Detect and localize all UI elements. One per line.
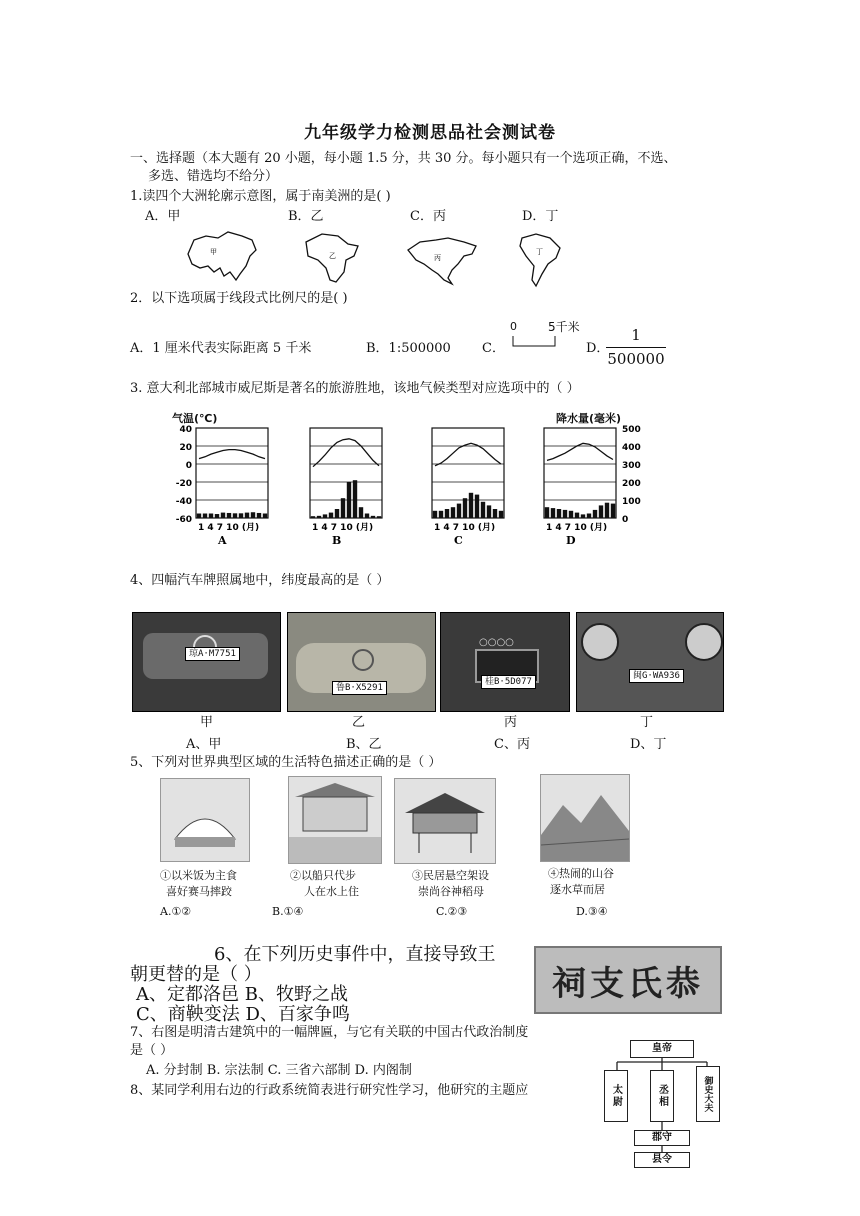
license-plate-jia: 琼A·M7751 [185,647,240,661]
q2-stem: 2．以下选项属于线段式比例尺的是( ) [130,291,348,306]
scene-yurt-photo [160,778,250,862]
precip-bar [233,513,237,518]
precip-bar [341,498,345,518]
chart-frame [432,428,504,518]
fraction-numerator: 1 [631,326,641,344]
precip-bar [575,513,579,518]
org-node-yushidafu: 御史大夫 [696,1066,720,1122]
fraction-denominator: 500000 [607,350,665,368]
temperature-line [199,450,265,459]
q7-stem-line2: 是（ ） [130,1043,174,1058]
precip-bar [347,482,351,518]
car-photo-bing: ○○○○ 桂B·5D077 [440,612,570,712]
precip-tick-label: 200 [622,479,641,489]
q6-options-line2[interactable]: C、商鞅变法 D、百家争鸣 [136,1004,350,1025]
precip-bar [317,516,321,518]
precip-bar [215,514,219,518]
scene-caption-1-line1: ①以米饭为主食 [160,869,237,882]
precip-bar [245,513,249,518]
precip-bar [365,514,369,519]
precip-bar [493,509,497,518]
precip-bar [263,514,267,519]
q4-option-a[interactable]: A、甲 [186,737,222,752]
photo-caption-jia: 甲 [200,715,214,730]
continent-map-yi [296,228,366,284]
precip-bar [311,516,315,518]
q4-stem: 4、四幅汽车牌照属地中，纬度最高的是（ ） [130,573,390,588]
license-plate-ding: 闽G·WA936 [629,669,684,683]
precip-tick-label: 300 [622,461,641,471]
page-title: 九年级学力检测思品社会测试卷 [304,123,556,143]
org-node-taiwei: 太尉 [604,1070,628,1122]
temp-tick-label: 0 [185,461,192,471]
precip-bar [587,514,591,519]
q2-option-c[interactable]: C． [482,341,505,356]
q6-stem-line1: 6、在下列历史事件中，直接导致王 [214,944,496,965]
q7-stem-line1: 7、右图是明清古建筑中的一幅牌匾，与它有关联的中国古代政治制度 [130,1025,529,1040]
map-label-yi: 乙 [329,252,336,260]
precip-bar [451,507,455,518]
temperature-line [313,439,379,467]
precip-bar [221,513,225,518]
q1-option-b[interactable]: B．乙 [288,209,324,224]
precip-bar [197,514,201,519]
precip-bar [481,502,485,518]
fraction-bar [606,347,666,348]
photo-caption-bing: 丙 [504,715,518,730]
map-label-ding: 丁 [536,248,543,256]
month-tick-labels: 1 4 7 10 (月) [546,523,608,533]
q4-option-c[interactable]: C、丙 [494,737,530,752]
precip-bar [439,511,443,518]
precip-bar [209,514,213,519]
license-plate-bing: 桂B·5D077 [481,675,536,689]
q7-options[interactable]: A. 分封制 B. 宗法制 C. 三省六部制 D. 内阁制 [146,1063,412,1078]
section-instructions-line2: 多选、错选均不给分） [148,169,279,184]
temperature-line [435,443,501,466]
q8-stem: 8、某同学利用右边的行政系统简表进行研究性学习，他研究的主题应 [130,1083,529,1098]
precip-bar [445,509,449,518]
scene-stilt-house-photo [394,778,496,864]
scene-mountain-valley-photo [540,774,630,862]
q4-option-d[interactable]: D、丁 [630,737,667,752]
precip-bar [475,495,479,518]
precip-bar [335,509,339,518]
chart-option-label: D [566,534,576,547]
precip-bar [599,505,603,518]
q6-options-line1[interactable]: A、定都洛邑 B、牧野之战 [136,984,348,1005]
plaque-image [534,946,722,1014]
q6-stem-line2: 朝更替的是（ ） [130,964,262,985]
precip-bar [563,510,567,518]
precip-bar [323,514,327,518]
photo-caption-yi: 乙 [352,715,366,730]
month-tick-labels: 1 4 7 10 (月) [198,523,260,533]
q2-option-d[interactable]: D． [586,341,610,356]
scene-caption-3-line1: ③民居悬空架设 [412,869,489,882]
q5-stem: 5、下列对世界典型区域的生活特色描述正确的是（ ） [130,755,442,770]
q2-option-a[interactable]: A．1 厘米代表实际距离 5 千米 [130,341,312,356]
scale-zero-label: 0 [510,320,517,333]
precip-axis-label: 降水量(毫米) [556,412,622,425]
chart-frame [310,428,382,518]
precip-bar [557,509,561,518]
photo-caption-ding: 丁 [640,715,654,730]
precip-tick-label: 0 [622,515,629,525]
precip-bar [605,503,609,518]
precip-bar [251,512,255,518]
car-photo-ding [576,612,724,712]
precip-bar [371,516,375,518]
map-label-bing: 丙 [434,254,441,262]
precip-bar [593,510,597,518]
precip-bar [463,498,467,518]
scene-water-town-photo [288,776,382,864]
q2-option-b[interactable]: B．1:500000 [366,341,451,356]
org-node-chengxiang: 丞相 [650,1070,674,1122]
precip-bar [377,516,381,518]
scene-caption-2-line2: 人在水上住 [304,885,359,898]
precip-bar [611,504,615,518]
precip-bar [359,507,363,518]
org-node-emperor: 皇帝 [630,1040,694,1058]
scale-end-label: 5千米 [548,320,580,334]
license-plate-yi: 鲁B·X5291 [332,681,387,695]
q1-option-d[interactable]: D．丁 [522,209,559,224]
scene-caption-4-line1: ④热闹的山谷 [548,867,614,880]
car-photo-jia [132,612,281,712]
temp-axis-label: 气温(℃) [172,412,218,425]
temp-tick-label: 40 [179,425,192,435]
continent-map-bing [402,234,482,288]
q5-option-a[interactable]: A.①② [160,905,192,918]
precip-bar [545,507,549,518]
precip-bar [569,511,573,518]
precip-bar [551,508,555,518]
section-instructions-line1: 一、选择题（本大题有 20 小题，每小题 1.5 分，共 30 分。每小题只有一个选项正确，不选、 [130,151,677,166]
month-tick-labels: 1 4 7 10 (月) [312,523,374,533]
chart-option-label: B [332,534,342,547]
car-photo-yi [287,612,436,712]
precip-bar [469,493,473,518]
temp-tick-label: 20 [179,443,192,453]
precip-bar [239,513,243,518]
precip-bar [203,514,207,519]
continent-map-ding [516,230,566,290]
scene-caption-1-line2: 喜好赛马摔跤 [166,885,232,898]
precip-bar [499,511,503,518]
continent-map-jia [180,226,260,286]
chart-option-label: C [454,534,463,547]
climate-charts [160,424,660,550]
chart-option-label: A [218,534,227,547]
precip-bar [257,513,261,518]
temp-tick-label: -20 [175,479,192,489]
precip-bar [353,480,357,518]
month-tick-labels: 1 4 7 10 (月) [434,523,496,533]
precip-bar [457,504,461,518]
org-node-junshou: 郡守 [634,1130,690,1146]
q4-option-b[interactable]: B、乙 [346,737,382,752]
precip-bar [433,511,437,518]
chart-frame [196,428,268,518]
temp-tick-label: -60 [175,515,192,525]
precip-bar [581,514,585,518]
q3-stem: 3. 意大利北部城市威尼斯是著名的旅游胜地，该地气候类型对应选项中的（ ） [130,381,580,396]
precip-bar [329,513,333,518]
precip-tick-label: 100 [622,497,641,507]
scene-caption-4-line2: 逐水草而居 [550,883,605,896]
org-node-xianling: 县令 [634,1152,690,1168]
scene-caption-3-line2: 崇尚谷神稻母 [418,885,484,898]
scene-caption-2-line1: ②以船只代步 [290,869,356,882]
q1-option-a[interactable]: A．甲 [145,209,181,224]
q1-option-c[interactable]: C．丙 [410,209,446,224]
q5-option-d[interactable]: D.③④ [576,905,608,918]
temp-tick-label: -40 [175,497,192,507]
precip-tick-label: 500 [622,425,641,435]
q5-option-c[interactable]: C.②③ [436,905,468,918]
precip-bar [487,505,491,518]
q1-stem: 1.读四个大洲轮廓示意图，属于南美洲的是( ) [130,189,391,204]
q5-option-b[interactable]: B.①④ [272,905,304,918]
precip-tick-label: 400 [622,443,641,453]
map-label-jia: 甲 [210,248,217,256]
precip-bar [227,513,231,518]
plaque-inscription: 祠支氏恭 [552,963,704,1004]
line-scale-bar [510,334,560,350]
